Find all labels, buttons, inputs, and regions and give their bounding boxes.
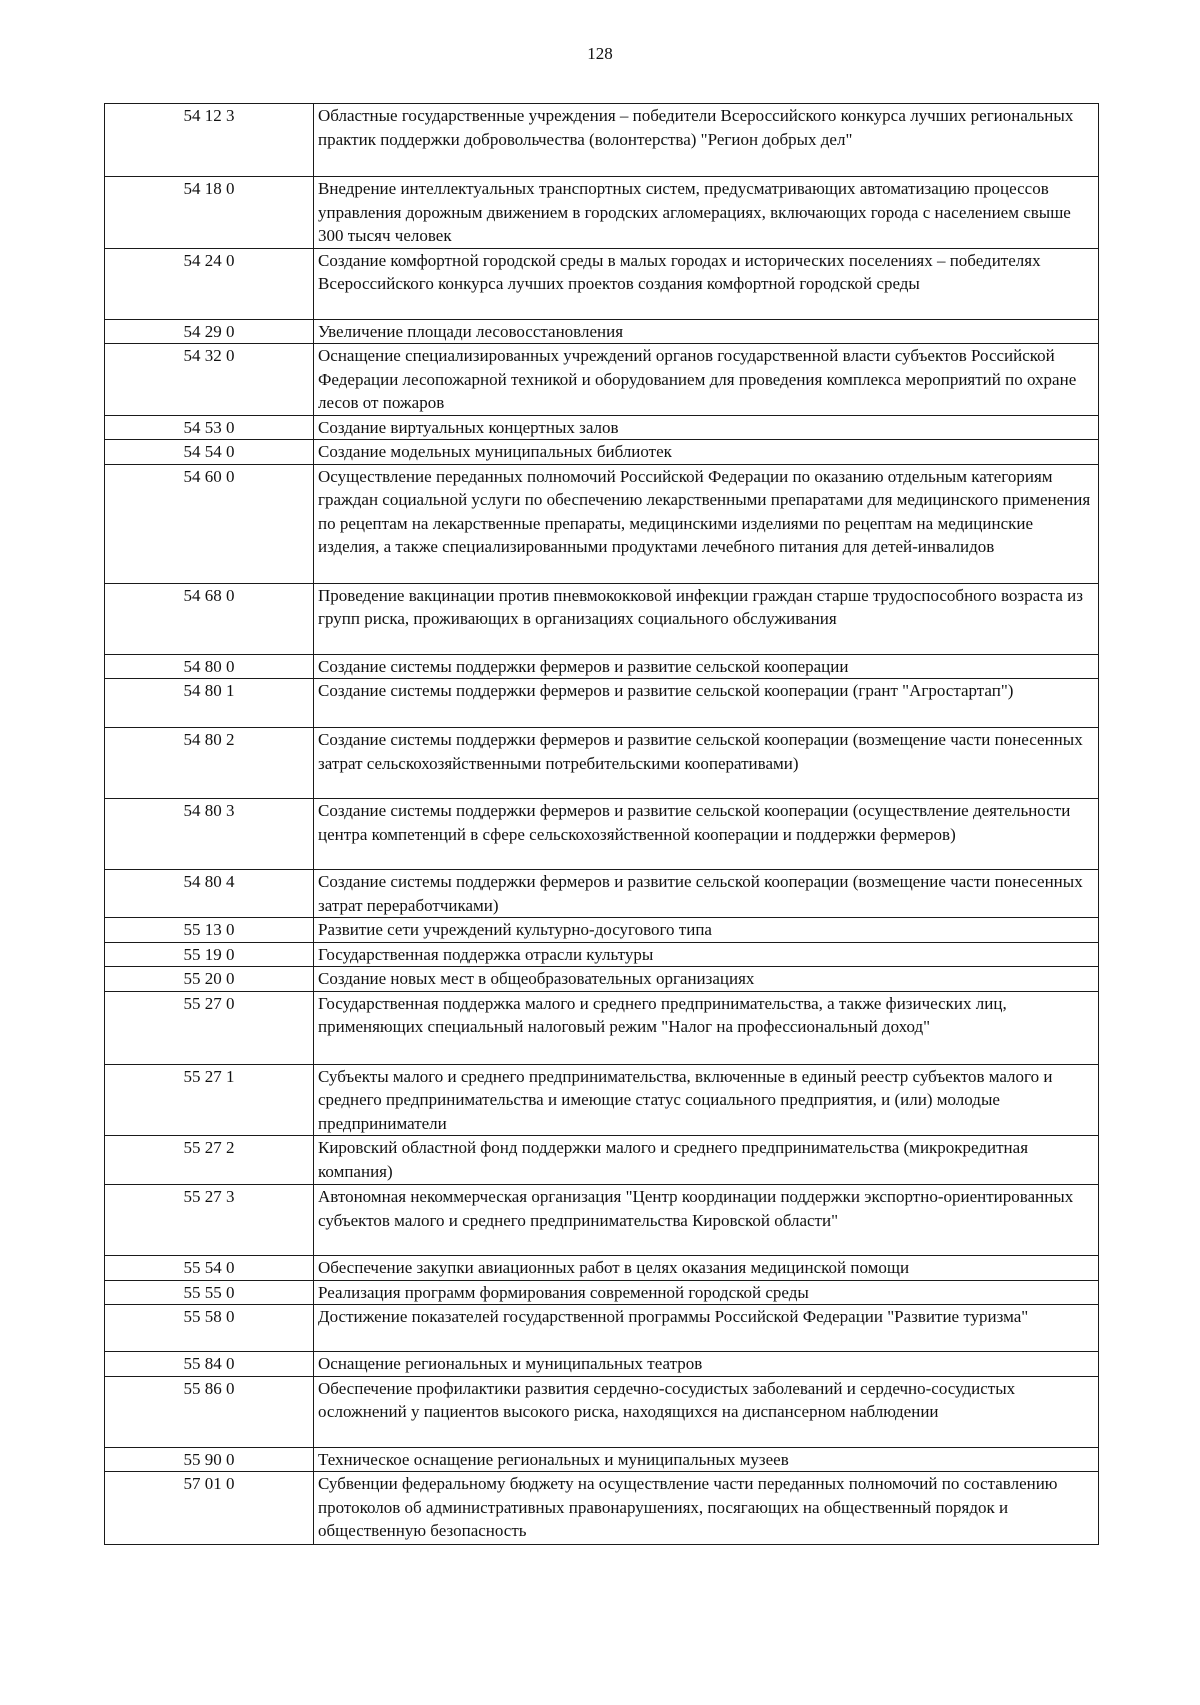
row-code: 54 80 4 xyxy=(105,870,314,918)
row-description: Развитие сети учреждений культурно-досугового типа xyxy=(314,918,1099,943)
table-row xyxy=(105,1136,1099,1185)
row-code: 55 54 0 xyxy=(105,1256,314,1281)
page-number: 128 xyxy=(587,44,613,63)
row-code: 55 20 0 xyxy=(105,967,314,992)
row-code: 55 90 0 xyxy=(105,1447,314,1472)
table-row xyxy=(105,654,1099,679)
table-row xyxy=(105,104,1099,177)
table-row xyxy=(105,248,1099,319)
row-description: Достижение показателей государственной программы Российской Федерации "Развитие туризма" xyxy=(314,1305,1099,1352)
row-code: 54 32 0 xyxy=(105,344,314,416)
row-description: Создание виртуальных концертных залов xyxy=(314,415,1099,440)
table-row xyxy=(105,319,1099,344)
row-description: Техническое оснащение региональных и муниципальных музеев xyxy=(314,1447,1099,1472)
row-code: 54 80 0 xyxy=(105,654,314,679)
row-code: 55 84 0 xyxy=(105,1352,314,1377)
row-code: 54 18 0 xyxy=(105,177,314,249)
table-row xyxy=(105,728,1099,799)
table-row xyxy=(105,1447,1099,1472)
table-row xyxy=(105,679,1099,728)
row-description: Субъекты малого и среднего предпринимательства, включенные в единый реестр субъектов малого и среднего предпринимательства и имеющие статус социального предприятия, и (или) молодые предприниматели xyxy=(314,1064,1099,1136)
table-row xyxy=(105,1280,1099,1305)
row-code: 54 60 0 xyxy=(105,464,314,583)
table-row xyxy=(105,415,1099,440)
row-description: Проведение вакцинации против пневмококковой инфекции граждан старше трудоспособного возраста из групп риска, проживающих в организациях социального обслуживания xyxy=(314,583,1099,654)
table-row xyxy=(105,177,1099,249)
row-code: 55 58 0 xyxy=(105,1305,314,1352)
budget-code-table xyxy=(104,103,1099,1545)
row-description: Осуществление переданных полномочий Российской Федерации по оказанию отдельным категориям граждан социальной услуги по обеспечению лекарственными препаратами для медицинского применения по рецептам на лекарственные препараты, медицинскими изделиями по рецептам на медицинские изделия, а также специализированными продуктами лечебного питания для детей-инвалидов xyxy=(314,464,1099,583)
row-description: Обеспечение профилактики развития сердечно-сосудистых заболеваний и сердечно-сосудистых осложнений у пациентов высокого риска, находящихся на диспансерном наблюдении xyxy=(314,1376,1099,1447)
table-row xyxy=(105,1064,1099,1136)
row-description: Автономная некоммерческая организация "Центр координации поддержки экспортно-ориентированных субъектов малого и среднего предпринимательства Кировской области" xyxy=(314,1185,1099,1256)
table-row xyxy=(105,870,1099,918)
row-description: Создание модельных муниципальных библиотек xyxy=(314,440,1099,465)
row-code: 55 86 0 xyxy=(105,1376,314,1447)
row-code: 55 27 2 xyxy=(105,1136,314,1185)
table-row xyxy=(105,942,1099,967)
row-description: Реализация программ формирования современной городской среды xyxy=(314,1280,1099,1305)
row-code: 54 24 0 xyxy=(105,248,314,319)
table-row xyxy=(105,918,1099,943)
table-row xyxy=(105,464,1099,583)
row-description: Создание системы поддержки фермеров и развитие сельской кооперации xyxy=(314,654,1099,679)
row-description: Субвенции федеральному бюджету на осуществление части переданных полномочий по составлению протоколов об административных правонарушениях, посягающих на общественный порядок и общественную безопасность xyxy=(314,1472,1099,1545)
row-description: Государственная поддержка малого и среднего предпринимательства, а также физических лиц, применяющих специальный налоговый режим "Налог на профессиональный доход" xyxy=(314,991,1099,1064)
row-code: 57 01 0 xyxy=(105,1472,314,1545)
row-code: 55 27 3 xyxy=(105,1185,314,1256)
table-row xyxy=(105,1472,1099,1545)
row-description: Внедрение интеллектуальных транспортных систем, предусматривающих автоматизацию процессов управления дорожным движением в городских агломерациях, включающих города с населением свыше 300 тысяч человек xyxy=(314,177,1099,249)
row-code: 54 80 3 xyxy=(105,799,314,870)
table-row xyxy=(105,1185,1099,1256)
row-code: 54 68 0 xyxy=(105,583,314,654)
row-code: 55 13 0 xyxy=(105,918,314,943)
row-description: Создание системы поддержки фермеров и развитие сельской кооперации (возмещение части понесенных затрат переработчиками) xyxy=(314,870,1099,918)
row-description: Обеспечение закупки авиационных работ в целях оказания медицинской помощи xyxy=(314,1256,1099,1281)
row-description: Создание комфортной городской среды в малых городах и исторических поселениях – победителях Всероссийского конкурса лучших проектов создания комфортной городской среды xyxy=(314,248,1099,319)
table-row xyxy=(105,991,1099,1064)
row-code: 55 55 0 xyxy=(105,1280,314,1305)
row-code: 55 27 0 xyxy=(105,991,314,1064)
row-description: Оснащение региональных и муниципальных театров xyxy=(314,1352,1099,1377)
row-code: 54 54 0 xyxy=(105,440,314,465)
row-description: Создание системы поддержки фермеров и развитие сельской кооперации (осуществление деятельности центра компетенций в сфере сельскохозяйственной кооперации и поддержки фермеров) xyxy=(314,799,1099,870)
table-row xyxy=(105,440,1099,465)
row-code: 54 80 2 xyxy=(105,728,314,799)
row-description: Создание системы поддержки фермеров и развитие сельской кооперации (грант "Агростартап") xyxy=(314,679,1099,728)
row-description: Государственная поддержка отрасли культуры xyxy=(314,942,1099,967)
table-row xyxy=(105,344,1099,416)
row-code: 54 29 0 xyxy=(105,319,314,344)
row-code: 54 12 3 xyxy=(105,104,314,177)
table-row xyxy=(105,1256,1099,1281)
row-description: Областные государственные учреждения – победители Всероссийского конкурса лучших региональных практик поддержки добровольчества (волонтерства) "Регион добрых дел" xyxy=(314,104,1099,177)
row-code: 55 19 0 xyxy=(105,942,314,967)
table-row xyxy=(105,1376,1099,1447)
row-description: Создание новых мест в общеобразовательных организациях xyxy=(314,967,1099,992)
table-row xyxy=(105,1305,1099,1352)
row-code: 54 80 1 xyxy=(105,679,314,728)
row-code: 55 27 1 xyxy=(105,1064,314,1136)
row-description: Увеличение площади лесовосстановления xyxy=(314,319,1099,344)
row-description: Оснащение специализированных учреждений органов государственной власти субъектов Российской Федерации лесопожарной техникой и оборудованием для проведения комплекса мероприятий по охране лесов от пожаров xyxy=(314,344,1099,416)
row-description: Кировский областной фонд поддержки малого и среднего предпринимательства (микрокредитная компания) xyxy=(314,1136,1099,1185)
table-row xyxy=(105,583,1099,654)
table-row xyxy=(105,799,1099,870)
row-description: Создание системы поддержки фермеров и развитие сельской кооперации (возмещение части понесенных затрат сельскохозяйственными потребительскими кооперативами) xyxy=(314,728,1099,799)
row-code: 54 53 0 xyxy=(105,415,314,440)
table-row xyxy=(105,1352,1099,1377)
table-row xyxy=(105,967,1099,992)
